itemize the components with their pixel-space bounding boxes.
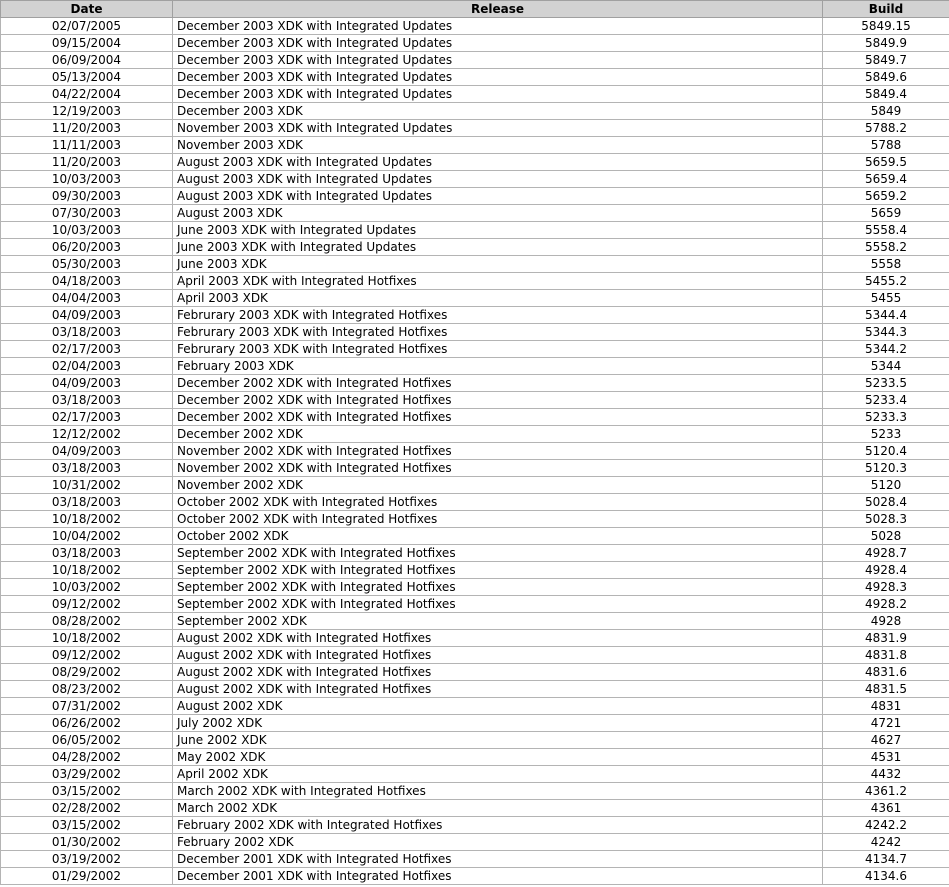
release-cell: June 2003 XDK (173, 256, 823, 273)
date-cell: 10/18/2002 (1, 630, 173, 647)
table-row (1, 137, 949, 154)
build-cell: 4242.2 (823, 817, 949, 834)
build-cell: 5849.7 (823, 52, 949, 69)
build-cell: 5344.3 (823, 324, 949, 341)
date-cell: 03/18/2003 (1, 392, 173, 409)
table-row (1, 120, 949, 137)
date-cell: 07/31/2002 (1, 698, 173, 715)
release-cell: December 2001 XDK with Integrated Hotfixes (173, 868, 823, 885)
table-row (1, 494, 949, 511)
table-row (1, 851, 949, 868)
table-row (1, 103, 949, 120)
date-cell: 09/30/2003 (1, 188, 173, 205)
table-row (1, 256, 949, 273)
release-cell: Februrary 2003 XDK with Integrated Hotfixes (173, 341, 823, 358)
build-cell: 4831 (823, 698, 949, 715)
release-cell: May 2002 XDK (173, 749, 823, 766)
date-cell: 02/04/2003 (1, 358, 173, 375)
table-row (1, 307, 949, 324)
build-cell: 4361 (823, 800, 949, 817)
release-cell: March 2002 XDK with Integrated Hotfixes (173, 783, 823, 800)
table-row (1, 800, 949, 817)
build-cell: 5455 (823, 290, 949, 307)
build-cell: 5659.4 (823, 171, 949, 188)
build-cell: 5233 (823, 426, 949, 443)
release-cell: April 2002 XDK (173, 766, 823, 783)
build-cell: 4627 (823, 732, 949, 749)
release-cell: August 2002 XDK (173, 698, 823, 715)
release-cell: June 2002 XDK (173, 732, 823, 749)
build-cell: 5849.6 (823, 69, 949, 86)
release-cell: December 2003 XDK with Integrated Updates (173, 52, 823, 69)
release-cell: Februrary 2003 XDK with Integrated Hotfixes (173, 324, 823, 341)
build-cell: 4242 (823, 834, 949, 851)
column-header-date: Date (1, 1, 173, 18)
date-cell: 10/03/2003 (1, 171, 173, 188)
date-cell: 02/17/2003 (1, 341, 173, 358)
table-row (1, 545, 949, 562)
release-cell: Februrary 2003 XDK with Integrated Hotfixes (173, 307, 823, 324)
date-cell: 04/09/2003 (1, 307, 173, 324)
table-row (1, 443, 949, 460)
date-cell: 04/18/2003 (1, 273, 173, 290)
date-cell: 03/19/2002 (1, 851, 173, 868)
build-cell: 4134.6 (823, 868, 949, 885)
table-row (1, 749, 949, 766)
date-cell: 05/30/2003 (1, 256, 173, 273)
table-row (1, 460, 949, 477)
table-row (1, 409, 949, 426)
build-cell: 4928.4 (823, 562, 949, 579)
date-cell: 01/29/2002 (1, 868, 173, 885)
table-row (1, 358, 949, 375)
table-row (1, 171, 949, 188)
table-row (1, 18, 949, 35)
release-cell: December 2003 XDK with Integrated Updates (173, 35, 823, 52)
table-row (1, 205, 949, 222)
table-row (1, 528, 949, 545)
release-cell: August 2003 XDK with Integrated Updates (173, 188, 823, 205)
date-cell: 03/18/2003 (1, 494, 173, 511)
build-cell: 5120 (823, 477, 949, 494)
date-cell: 04/04/2003 (1, 290, 173, 307)
table-row (1, 52, 949, 69)
release-cell: September 2002 XDK with Integrated Hotfixes (173, 596, 823, 613)
release-cell: December 2002 XDK with Integrated Hotfixes (173, 375, 823, 392)
release-cell: September 2002 XDK with Integrated Hotfixes (173, 545, 823, 562)
build-cell: 4531 (823, 749, 949, 766)
release-cell: February 2002 XDK (173, 834, 823, 851)
table-row (1, 783, 949, 800)
column-header-release: Release (173, 1, 823, 18)
build-cell: 5233.3 (823, 409, 949, 426)
release-cell: February 2002 XDK with Integrated Hotfixes (173, 817, 823, 834)
build-cell: 5344 (823, 358, 949, 375)
date-cell: 06/20/2003 (1, 239, 173, 256)
release-cell: October 2002 XDK with Integrated Hotfixes (173, 511, 823, 528)
date-cell: 12/19/2003 (1, 103, 173, 120)
table-row (1, 766, 949, 783)
release-cell: December 2003 XDK with Integrated Updates (173, 18, 823, 35)
table-row (1, 715, 949, 732)
table-row (1, 613, 949, 630)
table-row (1, 324, 949, 341)
build-cell: 4831.5 (823, 681, 949, 698)
build-cell: 4432 (823, 766, 949, 783)
release-cell: December 2003 XDK (173, 103, 823, 120)
table-row (1, 477, 949, 494)
table-header-row (1, 1, 949, 18)
release-cell: April 2003 XDK (173, 290, 823, 307)
table-row (1, 579, 949, 596)
release-cell: February 2003 XDK (173, 358, 823, 375)
build-cell: 4721 (823, 715, 949, 732)
table-row (1, 647, 949, 664)
table-row (1, 426, 949, 443)
build-cell: 5233.4 (823, 392, 949, 409)
build-cell: 5558.2 (823, 239, 949, 256)
release-cell: August 2003 XDK with Integrated Updates (173, 154, 823, 171)
build-cell: 5028 (823, 528, 949, 545)
build-cell: 5788 (823, 137, 949, 154)
table-row (1, 392, 949, 409)
table-row (1, 239, 949, 256)
release-cell: April 2003 XDK with Integrated Hotfixes (173, 273, 823, 290)
release-cell: September 2002 XDK with Integrated Hotfixes (173, 579, 823, 596)
date-cell: 02/28/2002 (1, 800, 173, 817)
build-cell: 5455.2 (823, 273, 949, 290)
date-cell: 10/18/2002 (1, 562, 173, 579)
release-cell: December 2002 XDK with Integrated Hotfixes (173, 409, 823, 426)
table-row (1, 188, 949, 205)
table-row (1, 664, 949, 681)
build-cell: 5558 (823, 256, 949, 273)
date-cell: 08/23/2002 (1, 681, 173, 698)
table-row (1, 596, 949, 613)
release-cell: August 2002 XDK with Integrated Hotfixes (173, 647, 823, 664)
date-cell: 03/29/2002 (1, 766, 173, 783)
table-row (1, 69, 949, 86)
build-cell: 4928 (823, 613, 949, 630)
build-cell: 5849.9 (823, 35, 949, 52)
build-cell: 4928.2 (823, 596, 949, 613)
table-row (1, 681, 949, 698)
build-cell: 5120.4 (823, 443, 949, 460)
release-cell: November 2003 XDK (173, 137, 823, 154)
date-cell: 09/12/2002 (1, 596, 173, 613)
date-cell: 11/11/2003 (1, 137, 173, 154)
build-cell: 5788.2 (823, 120, 949, 137)
date-cell: 04/28/2002 (1, 749, 173, 766)
release-cell: December 2003 XDK with Integrated Updates (173, 69, 823, 86)
build-cell: 4831.6 (823, 664, 949, 681)
table-row (1, 732, 949, 749)
date-cell: 11/20/2003 (1, 120, 173, 137)
release-cell: August 2002 XDK with Integrated Hotfixes (173, 664, 823, 681)
table-row (1, 375, 949, 392)
table-row (1, 562, 949, 579)
build-cell: 5659.2 (823, 188, 949, 205)
column-header-build: Build (823, 1, 949, 18)
date-cell: 10/18/2002 (1, 511, 173, 528)
build-cell: 5659 (823, 205, 949, 222)
table-row (1, 698, 949, 715)
table-row (1, 511, 949, 528)
release-cell: September 2002 XDK with Integrated Hotfixes (173, 562, 823, 579)
release-cell: October 2002 XDK with Integrated Hotfixes (173, 494, 823, 511)
date-cell: 09/15/2004 (1, 35, 173, 52)
date-cell: 09/12/2002 (1, 647, 173, 664)
table-row (1, 222, 949, 239)
release-cell: June 2003 XDK with Integrated Updates (173, 222, 823, 239)
table-row (1, 630, 949, 647)
date-cell: 03/18/2003 (1, 324, 173, 341)
date-cell: 10/31/2002 (1, 477, 173, 494)
release-cell: December 2002 XDK (173, 426, 823, 443)
date-cell: 08/28/2002 (1, 613, 173, 630)
release-cell: August 2003 XDK (173, 205, 823, 222)
date-cell: 10/04/2002 (1, 528, 173, 545)
release-cell: December 2001 XDK with Integrated Hotfixes (173, 851, 823, 868)
date-cell: 02/17/2003 (1, 409, 173, 426)
release-cell: July 2002 XDK (173, 715, 823, 732)
build-cell: 4928.7 (823, 545, 949, 562)
release-cell: October 2002 XDK (173, 528, 823, 545)
release-cell: June 2003 XDK with Integrated Updates (173, 239, 823, 256)
date-cell: 06/26/2002 (1, 715, 173, 732)
release-cell: August 2003 XDK with Integrated Updates (173, 171, 823, 188)
table-row (1, 86, 949, 103)
build-cell: 5028.3 (823, 511, 949, 528)
date-cell: 10/03/2003 (1, 222, 173, 239)
build-cell: 5659.5 (823, 154, 949, 171)
date-cell: 06/05/2002 (1, 732, 173, 749)
table-row (1, 868, 949, 885)
date-cell: 11/20/2003 (1, 154, 173, 171)
build-cell: 4928.3 (823, 579, 949, 596)
date-cell: 04/09/2003 (1, 443, 173, 460)
date-cell: 03/15/2002 (1, 817, 173, 834)
build-cell: 5849 (823, 103, 949, 120)
build-cell: 4134.7 (823, 851, 949, 868)
release-cell: November 2003 XDK with Integrated Updates (173, 120, 823, 137)
build-cell: 5849.15 (823, 18, 949, 35)
release-cell: December 2003 XDK with Integrated Updates (173, 86, 823, 103)
build-cell: 4831.8 (823, 647, 949, 664)
table-body (1, 18, 949, 885)
build-cell: 5120.3 (823, 460, 949, 477)
date-cell: 05/13/2004 (1, 69, 173, 86)
release-cell: November 2002 XDK (173, 477, 823, 494)
date-cell: 04/09/2003 (1, 375, 173, 392)
table-row (1, 817, 949, 834)
date-cell: 01/30/2002 (1, 834, 173, 851)
release-cell: August 2002 XDK with Integrated Hotfixes (173, 630, 823, 647)
table-row (1, 273, 949, 290)
release-cell: November 2002 XDK with Integrated Hotfixes (173, 460, 823, 477)
build-cell: 5849.4 (823, 86, 949, 103)
date-cell: 03/18/2003 (1, 460, 173, 477)
date-cell: 12/12/2002 (1, 426, 173, 443)
build-cell: 5344.2 (823, 341, 949, 358)
build-cell: 4831.9 (823, 630, 949, 647)
table-row (1, 290, 949, 307)
release-cell: December 2002 XDK with Integrated Hotfixes (173, 392, 823, 409)
build-cell: 4361.2 (823, 783, 949, 800)
build-cell: 5233.5 (823, 375, 949, 392)
table-row (1, 834, 949, 851)
date-cell: 06/09/2004 (1, 52, 173, 69)
date-cell: 10/03/2002 (1, 579, 173, 596)
date-cell: 02/07/2005 (1, 18, 173, 35)
release-cell: August 2002 XDK with Integrated Hotfixes (173, 681, 823, 698)
build-cell: 5558.4 (823, 222, 949, 239)
date-cell: 03/18/2003 (1, 545, 173, 562)
release-cell: November 2002 XDK with Integrated Hotfixes (173, 443, 823, 460)
build-cell: 5344.4 (823, 307, 949, 324)
table-row (1, 35, 949, 52)
date-cell: 08/29/2002 (1, 664, 173, 681)
build-cell: 5028.4 (823, 494, 949, 511)
release-cell: March 2002 XDK (173, 800, 823, 817)
release-cell: September 2002 XDK (173, 613, 823, 630)
date-cell: 04/22/2004 (1, 86, 173, 103)
table-row (1, 341, 949, 358)
table-row (1, 154, 949, 171)
date-cell: 03/15/2002 (1, 783, 173, 800)
date-cell: 07/30/2003 (1, 205, 173, 222)
